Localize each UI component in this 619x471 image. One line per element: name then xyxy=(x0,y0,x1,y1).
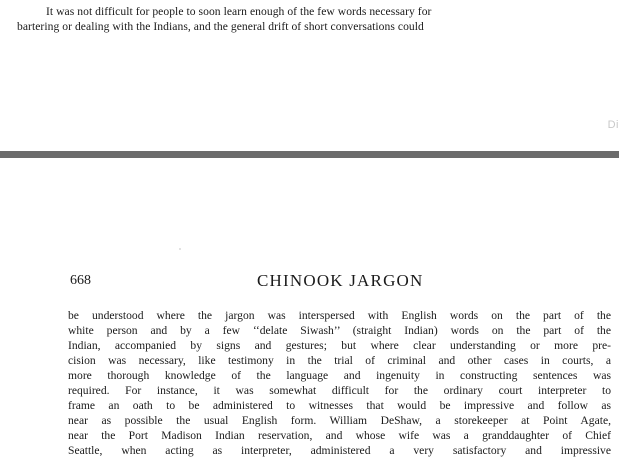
page-divider xyxy=(0,151,619,158)
text-line: Seattle, when acting as interpreter, administered a very satisfactory and impressive xyxy=(68,444,611,457)
text-line: more thorough knowledge of the language and ingenuity in constructing sentences was xyxy=(68,369,611,382)
text-line: be understood where the jargon was interspersed with English words on the part of the xyxy=(68,309,611,322)
body-paragraph xyxy=(68,308,611,458)
text-line: near the Port Madison Indian reservation, and whose wife was a granddaughter of Chief xyxy=(68,429,611,442)
page-header xyxy=(0,271,619,291)
previous-page-fragment xyxy=(0,0,619,152)
text-line: white person and by a few ‘‘delate Siwash’’ (straight Indian) words on the part of the xyxy=(68,324,611,337)
text-line: Indian, accompanied by signs and gestures; but where clear understanding or more pre- xyxy=(68,339,611,352)
side-panel-label[interactable]: Di xyxy=(607,119,619,131)
text-line: bartering or dealing with the Indians, and the general drift of short conversations could xyxy=(17,20,424,33)
running-head: CHINOOK JARGON xyxy=(257,271,424,290)
text-line: required. For instance, it was somewhat difficult for the ordinary court interpreter to xyxy=(68,384,611,397)
scan-speck xyxy=(179,248,181,250)
text-line: cision was necessary, like testimony in the trial of criminal and other cases in courts, a xyxy=(68,354,611,367)
text-line: near as possible the usual English form. William DeShaw, a storekeeper at Point Agate, xyxy=(68,414,611,427)
text-line: It was not difficult for people to soon learn enough of the few words necessary for xyxy=(46,5,432,18)
current-page xyxy=(0,158,619,471)
page-number: 668 xyxy=(70,273,91,288)
text-line: frame an oath to be administered to witnesses that would be impressive and follow as xyxy=(68,399,611,412)
